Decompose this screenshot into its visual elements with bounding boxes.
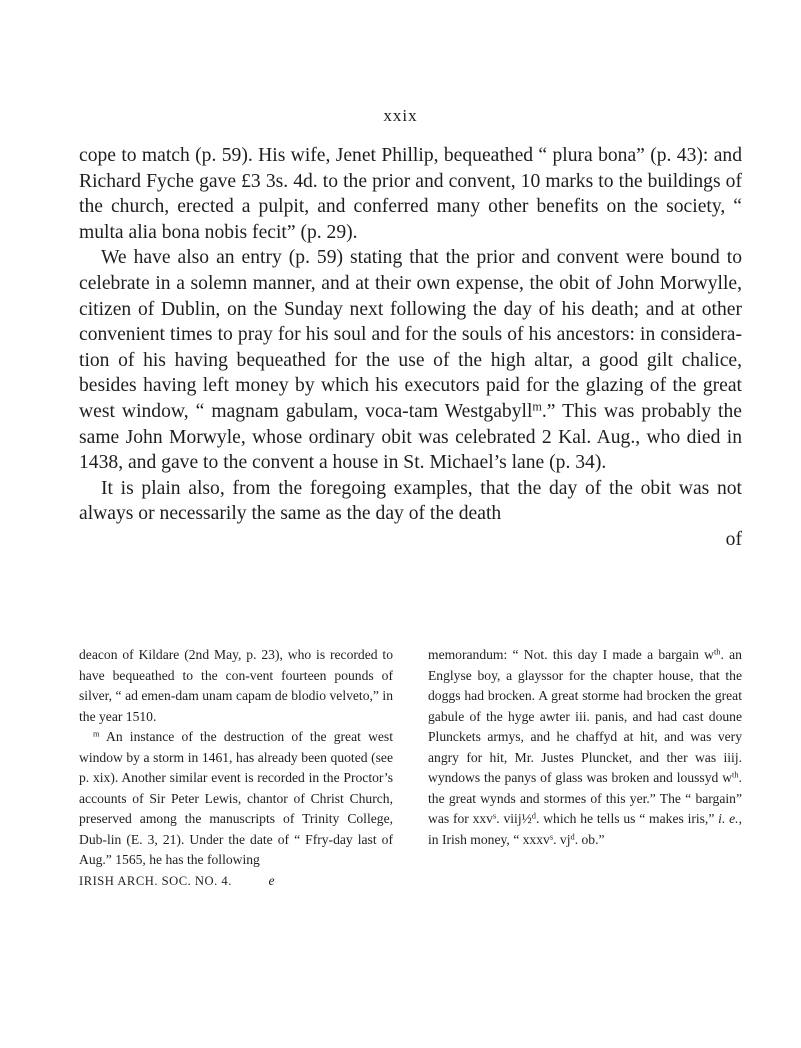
footnote-column-right xyxy=(428,645,742,891)
memo-sup-5: s xyxy=(549,830,554,841)
signature-mark: e xyxy=(268,872,275,888)
memo-text-h: . ob.” xyxy=(574,831,605,847)
memo-text-e: . which he tells us “ makes iris,” xyxy=(536,811,719,826)
paragraph-3: It is plain also, from the foregoing examples, that the day of the obit was not always or necessarily the same as the day of the death xyxy=(79,477,742,525)
memo-text-a: memorandum: “ Not. this day I made a bargain w xyxy=(428,647,714,662)
footnote-column-left xyxy=(79,645,393,891)
paragraph-1: cope to match (p. 59). His wife, Jenet Phillip, bequeathed “ plura bona” (p. 43): and Richard Fyche gave £3 3s. 4d. to the prior and convent, 10 marks to the buildings of the church, erected a pulpit, and conferred many other benefits on the society, “ multa alia bona nobis fecit” (p. 29). xyxy=(79,145,742,243)
paragraph-2 xyxy=(79,245,742,475)
memo-sup-1: th xyxy=(713,646,721,657)
catchword: of xyxy=(725,528,742,550)
memo-sup-2: th xyxy=(732,769,739,780)
footnote-marker-m: m xyxy=(93,728,100,739)
memo-text-d: . viij½ xyxy=(496,811,532,826)
footnotes xyxy=(79,645,742,891)
page-number: xxix xyxy=(383,106,418,125)
paragraph-2-part-b: .” This was probably the same John Morwyle, whose ordinary obit was celebrated 2 Kal. Aug., who died in 1438, and gave to the convent a house in St. Michael’s lane (p. 34). xyxy=(79,400,742,474)
signature-line xyxy=(79,871,393,892)
memo-sup-4: d xyxy=(531,810,537,821)
memo-text-b: . an Englyse boy, a glayssor for the chapter house, that the doggs had brocken. A great storme had brocken the great gabule of the hyge awter iii. panis, and had cast doune Plunckets armys, and he chaffyd at hit, and was very angry for hit, Mr. Justes Pluncket, and ther was iiij. wyndows the panys of glass was broken and loussyd w xyxy=(428,647,742,785)
footnote-memorandum xyxy=(428,645,742,850)
memo-ie: i. e. xyxy=(718,811,739,826)
footnote-m-text: An instance of the destruction of the great west window by a storm in 1461, has already been quoted (see p. xix). Another similar event is recorded in the Proctor’s accounts of Sir Peter Lewis, chantor of Christ Church, preserved among the manuscripts of Trinity College, Dub-lin (E. 3, 21). Under the date of “ Ffry-day last of Aug.” 1565, he has the following xyxy=(79,729,393,867)
footnote-m xyxy=(79,727,393,871)
signature-label: IRISH ARCH. SOC. NO. 4. xyxy=(79,873,232,888)
memo-text-c: . the great wynds and stormes of this yer.” The “ bargain” was for xxv xyxy=(428,770,742,826)
memo-sup-3: s xyxy=(492,810,497,821)
memo-sup-6: d xyxy=(570,830,575,841)
footnote-ref-m: m xyxy=(532,399,542,414)
memo-text-g: . vj xyxy=(553,831,571,847)
memo-text-f: , in Irish money, “ xxxv xyxy=(428,811,742,847)
main-text xyxy=(79,143,742,553)
paragraph-2-part-a: We have also an entry (p. 59) stating that the prior and convent were bound to celebrate in a solemn manner, and at their own expense, the obit of John Morwylle, citizen of Dublin, on the Sunday next following the day of his death; and at other convenient times to pray for his soul and for the souls of his ancestors: in considera-tion of his having bequeathed for the use of the high altar, a good gilt chalice, besides having left money by which his executors paid for the glazing of the great west window, “ magnam gabulam, voca-tam Westgabyll xyxy=(79,247,742,422)
footnote-continued: deacon of Kildare (2nd May, p. 23), who is recorded to have bequeathed to the con-vent fourteen pounds of silver, “ ad emen-dam unam capam de blodio velveto,” in the year 1510. xyxy=(79,647,393,724)
